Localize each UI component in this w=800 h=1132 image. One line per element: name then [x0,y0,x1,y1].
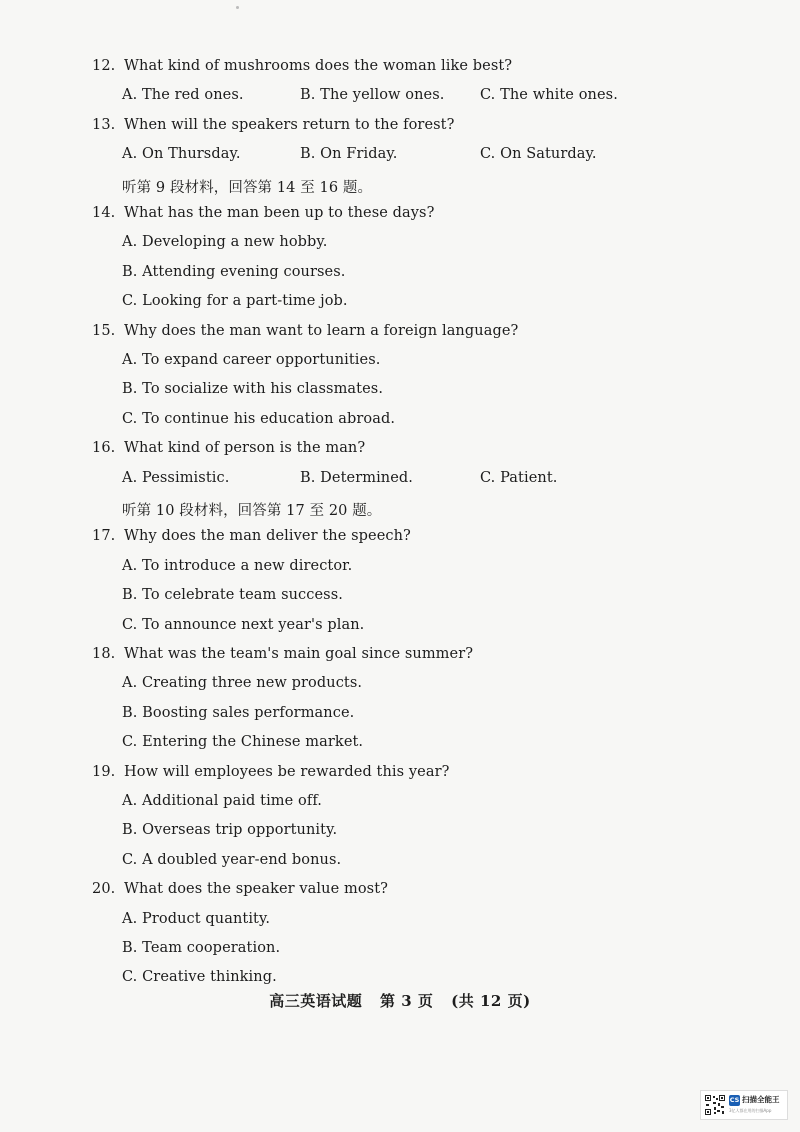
section-instruction: 听第 10 段材料，回答第 17 至 20 题。 [122,503,382,519]
question-number: 14. [92,205,116,221]
camscanner-name: 扫描全能王 [742,1095,780,1104]
answer-option: A. Pessimistic. [122,469,230,486]
answer-option: A. To introduce a new director. [122,557,353,574]
question-text: What kind of mushrooms does the woman like best? [124,58,513,74]
question-text: Why does the man deliver the speech? [124,528,411,545]
answer-option: C. To announce next year's plan. [122,616,365,633]
footer-exam-title: 高三英语试题 [269,992,363,1010]
answer-option: B. Boosting sales performance. [122,704,355,721]
question-stem [92,646,473,662]
question-text: What was the team's main goal since summer? [124,646,474,662]
qr-code-icon [704,1094,726,1116]
question-number: 19. [92,763,116,780]
answer-option: A. The red ones. [122,87,244,104]
camscanner-logo-icon: CS [729,1096,740,1104]
question-stem [92,764,450,780]
answer-option: B. To celebrate team success. [122,587,343,604]
question-stem [92,528,411,544]
question-stem [92,440,365,456]
answer-option: B. To socialize with his classmates. [122,381,384,398]
answer-option: C. Creative thinking. [122,969,277,986]
answer-option: A. Developing a new hobby. [122,234,328,251]
answer-option: C. A doubled year-end bonus. [122,851,342,868]
answer-option: A. To expand career opportunities. [122,352,381,368]
answer-option: C. The white ones. [480,87,618,104]
answer-option: B. On Friday. [300,146,398,163]
question-number: 13. [92,116,116,133]
question-stem [92,117,455,133]
question-number: 16. [92,440,116,457]
answer-option: A. Additional paid time off. [122,793,323,809]
question-text: Why does the man want to learn a foreign language? [124,322,519,339]
question-number: 12. [92,58,116,74]
answer-option: A. Product quantity. [122,910,271,927]
question-stem [92,881,388,897]
answer-option: B. The yellow ones. [300,87,445,104]
question-text: What does the speaker value most? [124,881,389,898]
answer-option: B. Team cooperation. [122,940,281,956]
footer-total-pages: (共 12 页) [451,992,531,1010]
answer-option: B. Overseas trip opportunity. [122,822,338,839]
question-stem [92,323,518,339]
page-footer [0,990,800,1011]
answer-option: C. Looking for a part-time job. [122,293,348,310]
answer-option: C. On Saturday. [480,146,597,163]
question-number: 15. [92,322,116,339]
question-number: 17. [92,528,116,545]
question-stem [92,58,512,74]
question-stem [92,205,434,221]
question-number: 18. [92,646,116,662]
answer-option: B. Attending evening courses. [122,263,346,280]
question-number: 20. [92,881,116,898]
scan-speck [236,6,239,9]
answer-option: C. Entering the Chinese market. [122,734,364,751]
camscanner-watermark [700,1090,788,1120]
answer-option: A. Creating three new products. [122,675,363,692]
camscanner-tagline: 3亿人都在用的扫描App [729,1108,772,1113]
footer-page-number: 第 3 页 [380,992,434,1010]
section-instruction: 听第 9 段材料，回答第 14 至 16 题。 [122,179,373,196]
question-text: What kind of person is the man? [124,440,366,457]
question-text: What has the man been up to these days? [124,205,435,221]
answer-option: C. Patient. [480,469,558,486]
answer-option: A. On Thursday. [122,146,241,163]
question-text: When will the speakers return to the forest? [124,116,455,133]
answer-option: C. To continue his education abroad. [122,410,396,427]
question-text: How will employees be rewarded this year? [124,763,450,780]
answer-option: B. Determined. [300,469,414,486]
